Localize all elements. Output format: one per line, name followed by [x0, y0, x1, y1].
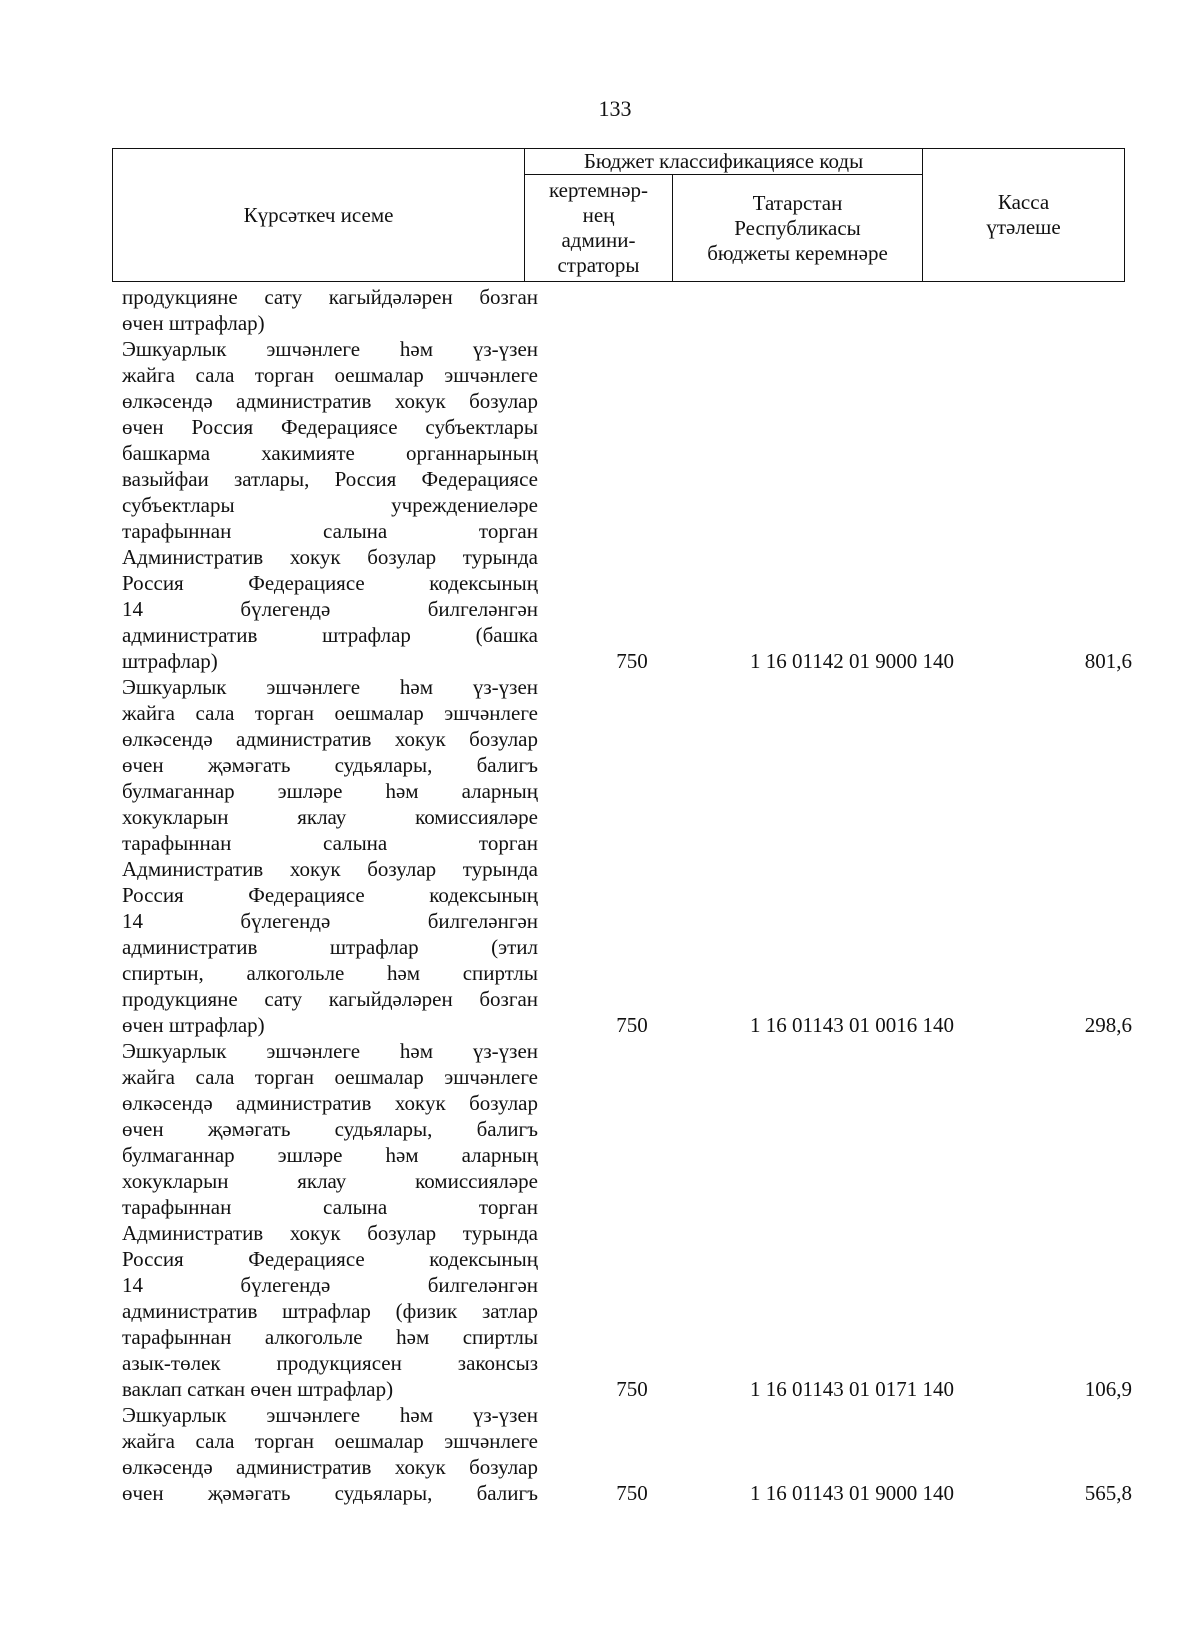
- indicator-name-line: өчен Россия Федерациясе субъектлары: [122, 415, 538, 439]
- header-name-column: Күрсәткеч исеме: [113, 149, 525, 282]
- indicator-name: [122, 674, 538, 1038]
- header-amount-column: [923, 149, 1125, 282]
- indicator-name-line: 14 бүлегендә билгеләнгән: [122, 909, 538, 933]
- cash-execution-amount: 106,9: [1084, 1377, 1132, 1401]
- indicator-name-line: өчен җәмәгать судьялары, балигъ: [122, 753, 538, 777]
- admin-code: 750: [616, 1481, 648, 1505]
- indicator-name-line: Эшкуарлык эшчәнлеге һәм үз-үзен: [122, 1403, 538, 1427]
- page-number: 133: [598, 96, 632, 121]
- cash-execution-amount: 298,6: [1084, 1013, 1132, 1037]
- indicator-name-line: тарафыннан алкогольле һәм спиртлы: [122, 1325, 538, 1349]
- indicator-name-line: продукцияне сату кагыйдәләрен бозган: [122, 987, 538, 1011]
- indicator-name: [122, 284, 538, 336]
- indicator-name-line: булмаганнар эшләре һәм аларның: [122, 1143, 538, 1167]
- indicator-name-line: жайга сала торган оешмалар эшчәнлеге: [122, 363, 538, 387]
- cash-execution-amount: 565,8: [1084, 1481, 1132, 1505]
- header-admin-label: кертемнәр-нең админи-страторы: [548, 178, 649, 277]
- admin-code: 750: [616, 1013, 648, 1037]
- header-budget-code-group: Бюджет классификациясе коды: [525, 149, 923, 175]
- header-revenue-column: [673, 175, 923, 282]
- table-body: [122, 284, 1132, 1506]
- indicator-name: [122, 1402, 538, 1506]
- indicator-name-line: Россия Федерациясе кодексының: [122, 883, 538, 907]
- table-row: [122, 284, 1132, 336]
- header-revenue-label: Татарстан Республикасы бюджеты керемнәре: [707, 190, 888, 265]
- indicator-name-line: өлкәсендә административ хокук бозулар: [122, 727, 538, 751]
- indicator-name-line: административ штрафлар (этил: [122, 935, 538, 959]
- indicator-name-line: административ штрафлар (башка: [122, 623, 538, 647]
- indicator-name-line: тарафыннан салына торган: [122, 1195, 538, 1219]
- indicator-name: [122, 1038, 538, 1402]
- indicator-name-line: 14 бүлегендә билгеләнгән: [122, 1273, 538, 1297]
- indicator-name-line: Административ хокук бозулар турында: [122, 1221, 538, 1245]
- indicator-name-line: өчен штрафлар): [122, 1013, 265, 1037]
- indicator-name-line: Эшкуарлык эшчәнлеге һәм үз-үзен: [122, 1039, 538, 1063]
- indicator-name-line: штрафлар): [122, 649, 218, 673]
- indicator-name-line: өчен җәмәгать судьялары, балигъ: [122, 1117, 538, 1141]
- indicator-name-line: тарафыннан салына торган: [122, 831, 538, 855]
- table-row: [122, 674, 1132, 1038]
- indicator-name-line: жайга сала торган оешмалар эшчәнлеге: [122, 1429, 538, 1453]
- indicator-name-line: тарафыннан салына торган: [122, 519, 538, 543]
- indicator-name-line: Россия Федерациясе кодексының: [122, 1247, 538, 1271]
- revenue-code: 1 16 01143 01 0171 140: [750, 1377, 954, 1401]
- indicator-name-line: хокукларын яклау комиссияләре: [122, 1169, 538, 1193]
- indicator-name-line: Эшкуарлык эшчәнлеге һәм үз-үзен: [122, 337, 538, 361]
- indicator-name-line: 14 бүлегендә билгеләнгән: [122, 597, 538, 621]
- indicator-name-line: хокукларын яклау комиссияләре: [122, 805, 538, 829]
- indicator-name-line: жайга сала торган оешмалар эшчәнлеге: [122, 1065, 538, 1089]
- indicator-name-line: субъектлары учреждениеләре: [122, 493, 538, 517]
- revenue-code: 1 16 01142 01 9000 140: [750, 649, 954, 673]
- indicator-name-line: вазыйфаи затлары, Россия Федерациясе: [122, 467, 538, 491]
- table-header: [112, 148, 1125, 282]
- revenue-code: 1 16 01143 01 9000 140: [750, 1481, 954, 1505]
- cash-execution-amount: 801,6: [1084, 649, 1132, 673]
- admin-code: 750: [616, 649, 648, 673]
- indicator-name-line: Административ хокук бозулар турында: [122, 545, 538, 569]
- indicator-name-line: башкарма хакимияте органнарының: [122, 441, 538, 465]
- indicator-name-line: өлкәсендә административ хокук бозулар: [122, 1455, 538, 1479]
- indicator-name-line: өчен җәмәгать судьялары, балигъ: [122, 1481, 538, 1505]
- indicator-name-line: азык-төлек продукциясен законсыз: [122, 1351, 538, 1375]
- indicator-name-line: Россия Федерациясе кодексының: [122, 571, 538, 595]
- indicator-name-line: Административ хокук бозулар турында: [122, 857, 538, 881]
- table-row: [122, 1038, 1132, 1402]
- header-amount-label: Касса үтәлеше: [986, 190, 1061, 239]
- indicator-name-line: Эшкуарлык эшчәнлеге һәм үз-үзен: [122, 675, 538, 699]
- indicator-name-line: жайга сала торган оешмалар эшчәнлеге: [122, 701, 538, 725]
- revenue-code: 1 16 01143 01 0016 140: [750, 1013, 954, 1037]
- indicator-name-line: ваклап саткан өчен штрафлар): [122, 1377, 394, 1401]
- indicator-name-line: өлкәсендә административ хокук бозулар: [122, 389, 538, 413]
- indicator-name-line: булмаганнар эшләре һәм аларның: [122, 779, 538, 803]
- table-row: [122, 1402, 1132, 1506]
- indicator-name-line: өлкәсендә административ хокук бозулар: [122, 1091, 538, 1115]
- indicator-name-line: административ штрафлар (физик затлар: [122, 1299, 538, 1323]
- indicator-name-line: өчен штрафлар): [122, 311, 265, 335]
- admin-code: 750: [616, 1377, 648, 1401]
- indicator-name-line: продукцияне сату кагыйдәләрен бозган: [122, 285, 538, 309]
- header-admin-column: [525, 175, 673, 282]
- indicator-name-line: спиртын, алкогольле һәм спиртлы: [122, 961, 538, 985]
- table-row: [122, 336, 1132, 674]
- indicator-name: [122, 336, 538, 674]
